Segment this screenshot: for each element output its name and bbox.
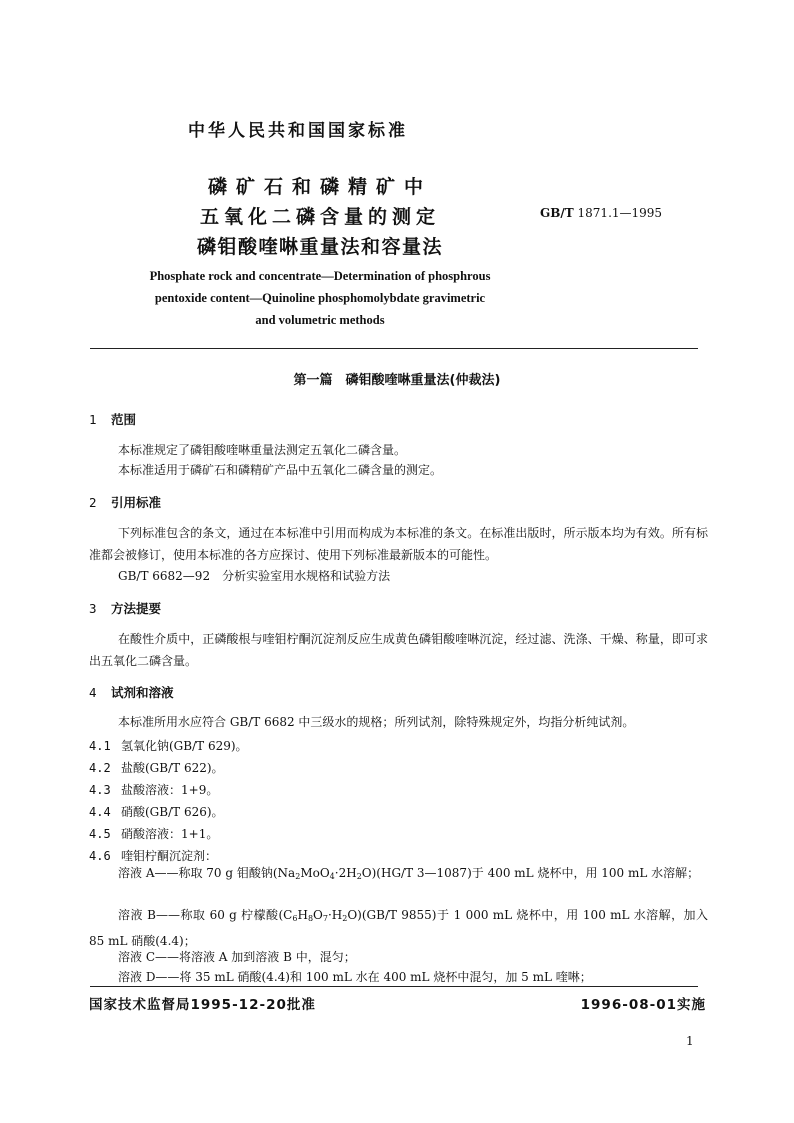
list-item (89, 803, 224, 820)
standard-number-prefix: GB/T (540, 206, 574, 220)
section-4-paragraph-1: 本标准所用水应符合 GB/T 6682 中三级水的规格；所列试剂，除特殊规定外，均指分析纯试剂。 (118, 715, 635, 729)
list-item (89, 781, 218, 798)
item-text: 盐酸溶液：1+9。 (121, 783, 219, 797)
approval-date: 国家技术监督局1995-12-20批准 (89, 997, 316, 1013)
solution-b-text-5: O)(GB/T 9855)于 1 000 mL 烧杯中，用 100 mL 水溶解，加入 85 mL 硝酸(4.4)； (89, 908, 708, 948)
section-2-reference: GB/T 6682—92 分析实验室用水规格和试验方法 (118, 569, 391, 583)
title-cn-line2: 五氧化二磷含量的测定 (199, 206, 440, 228)
solution-b-text-3: O (313, 908, 323, 922)
standard-number (540, 206, 662, 220)
list-item (89, 759, 224, 776)
section-2-heading (89, 493, 161, 511)
list-item (89, 825, 218, 842)
item-number: 4.2 (89, 761, 111, 775)
section-number: 2 (89, 495, 97, 510)
section-3-heading (89, 599, 161, 617)
section-title: 范围 (111, 412, 137, 427)
standard-number-value: 1871.1—1995 (577, 206, 663, 220)
solution-b-text-2: H (297, 908, 308, 922)
section-title: 方法提要 (111, 601, 162, 616)
title-cn-line1: 磷矿石和磷精矿中 (207, 176, 432, 198)
part-title: 第一篇 磷钼酸喹啉重量法(仲裁法) (293, 373, 501, 388)
title-en-line2: pentoxide content—Quinoline phosphomolybdate gravimetric (154, 291, 486, 305)
header-rule (90, 348, 698, 349)
solution-b: 溶液 B——称取 60 g 柠檬酸$(C_6H_8O_7\cdot H_2O)(GB/T$ 9855)于 1 000 mL 烧杯中，用 100 mL 水溶解，加入 85 mL 硝酸(4.4)； (89, 908, 708, 948)
section-3-paragraph-1: 在酸性介质中，正磷酸根与喹钼柠酮沉淀剂反应生成黄色磷钼酸喹啉沉淀，经过滤、洗涤、干燥、称量，即可求出五氧化二磷含量。 (89, 632, 708, 668)
item-text: 硝酸(GB/T 626)。 (121, 805, 224, 819)
section-1-paragraph-1: 本标准规定了磷钼酸喹啉重量法测定五氧化二磷含量。 (118, 443, 407, 457)
page-number: 1 (686, 1034, 694, 1048)
solution-a-text-4: O)(HG/T 3—1087)于 400 mL 烧杯中，用 100 mL 水溶解； (361, 866, 700, 880)
solution-b-text-4: ·H (327, 908, 343, 922)
title-en-line1: Phosphate rock and concentrate—Determination of phosphrous (149, 269, 491, 283)
solution-a-text-2: MoO (300, 866, 330, 880)
section-1-heading (89, 410, 136, 428)
section-number: 1 (89, 412, 97, 427)
implementation-date: 1996-08-01实施 (580, 997, 706, 1013)
item-number: 4.4 (89, 805, 111, 819)
item-text: 硝酸溶液：1+1。 (121, 827, 219, 841)
footer-rule (90, 986, 698, 987)
section-1-paragraph-2: 本标准适用于磷矿石和磷精矿产品中五氧化二磷含量的测定。 (118, 463, 443, 477)
solution-d: 溶液 D——将 35 mL 硝酸(4.4)和 100 mL 水在 400 mL 烧杯中混匀，加 5 mL 喹啉； (118, 970, 592, 984)
item-number: 4.5 (89, 827, 111, 841)
section-4-heading (89, 683, 174, 701)
item-text: 盐酸(GB/T 622)。 (121, 761, 224, 775)
section-number: 3 (89, 601, 97, 616)
item-number: 4.1 (89, 739, 111, 753)
section-title: 引用标准 (111, 495, 162, 510)
solution-b-text-1: 溶液 B——称取 60 g 柠檬酸(C (118, 908, 293, 922)
national-standard-heading: 中华人民共和国国家标准 (188, 121, 408, 141)
section-2-paragraph-1: 下列标准包含的条文，通过在本标准中引用而构成为本标准的条文。在标准出版时，所示版本均为有效。所有标准都会被修订，使用本标准的各方应探讨、使用下列标准最新版本的可能性。 (89, 526, 708, 562)
item-number: 4.3 (89, 783, 111, 797)
solution-a-text-3: ·2H (334, 866, 357, 880)
solution-a-text-1: 溶液 A——称取 70 g 钼酸钠(Na (118, 866, 296, 880)
item-number: 4.6 (89, 849, 111, 863)
item-text: 氢氧化钠(GB/T 629)。 (121, 739, 248, 753)
title-en-line3: and volumetric methods (255, 313, 385, 327)
title-cn-line3: 磷钼酸喹啉重量法和容量法 (196, 236, 443, 258)
section-title: 试剂和溶液 (111, 685, 174, 700)
item-text: 喹钼柠酮沉淀剂： (121, 849, 218, 863)
solution-a: 溶液 A——称取 70 g 钼酸钠$(Na_2MoO_4\cdot 2H_2O)(HG/T$ 3—1087)于 400 mL 烧杯中，用 100 mL 水溶解； (118, 866, 700, 881)
list-item (89, 737, 248, 754)
section-number: 4 (89, 685, 97, 700)
solution-c: 溶液 C——将溶液 A 加到溶液 B 中，混匀； (118, 950, 356, 964)
